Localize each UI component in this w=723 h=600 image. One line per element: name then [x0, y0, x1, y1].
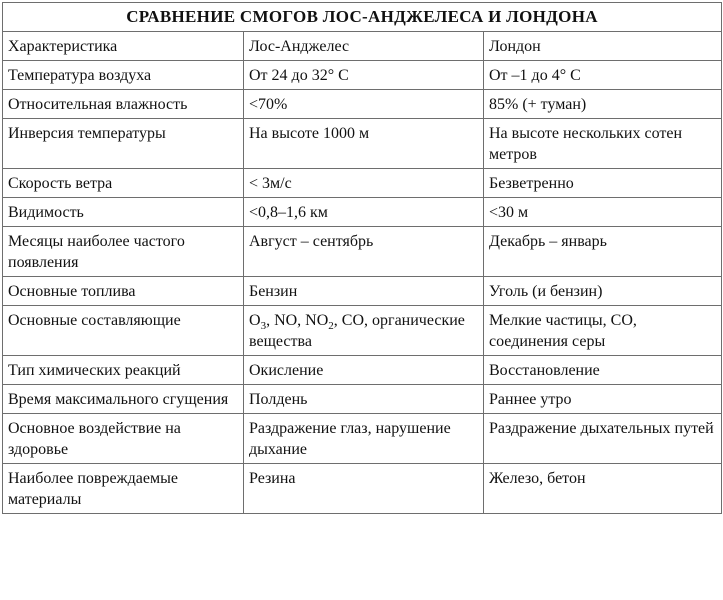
row-london: На высоте нескольких сотен метров [484, 119, 722, 169]
row-los-angeles: Август – сентябрь [244, 227, 484, 277]
row-los-angeles: < 3м/с [244, 169, 484, 198]
row-los-angeles: <70% [244, 90, 484, 119]
row-label: Основное воздействие на здоровье [3, 414, 244, 464]
row-london: Мелкие частицы, CO, соединения серы [484, 306, 722, 356]
table-row [3, 169, 722, 198]
row-label: Скорость ветра [3, 169, 244, 198]
row-los-angeles: Раздражение глаз, нарушение дыхание [244, 414, 484, 464]
row-label: Наиболее повреждаемые материалы [3, 464, 244, 514]
table-row [3, 227, 722, 277]
table-row [3, 385, 722, 414]
row-london: Раннее утро [484, 385, 722, 414]
smog-comparison-table [2, 2, 722, 514]
row-london: Раздражение дыхательных путей [484, 414, 722, 464]
row-london: От –1 до 4° С [484, 61, 722, 90]
row-label: Месяцы наиболее частого появления [3, 227, 244, 277]
row-label: Основные составляющие [3, 306, 244, 356]
row-los-angeles: Бензин [244, 277, 484, 306]
table-row [3, 356, 722, 385]
row-label: Относительная влажность [3, 90, 244, 119]
table-row [3, 464, 722, 514]
table-row [3, 306, 722, 356]
row-label: Инверсия температуры [3, 119, 244, 169]
table-row [3, 61, 722, 90]
table-row [3, 277, 722, 306]
header-characteristic: Характеристика [3, 32, 244, 61]
row-london: Декабрь – январь [484, 227, 722, 277]
row-london: <30 м [484, 198, 722, 227]
header-row [3, 32, 722, 61]
header-london: Лондон [484, 32, 722, 61]
row-label: Тип химических реакций [3, 356, 244, 385]
header-los-angeles: Лос-Анджелес [244, 32, 484, 61]
table-row [3, 90, 722, 119]
table-body [3, 32, 722, 514]
row-los-angeles: Резина [244, 464, 484, 514]
title-row [3, 3, 722, 32]
table-row [3, 414, 722, 464]
row-london: Железо, бетон [484, 464, 722, 514]
row-los-angeles: Окисление [244, 356, 484, 385]
row-los-angeles: На высоте 1000 м [244, 119, 484, 169]
row-london: 85% (+ туман) [484, 90, 722, 119]
table-row [3, 119, 722, 169]
row-label: Температура воздуха [3, 61, 244, 90]
row-london: Восстановление [484, 356, 722, 385]
row-los-angeles: От 24 до 32° С [244, 61, 484, 90]
row-label: Видимость [3, 198, 244, 227]
table-title: СРАВНЕНИЕ СМОГОВ ЛОС-АНДЖЕЛЕСА И ЛОНДОНА [3, 3, 722, 32]
row-label: Время максимального сгущения [3, 385, 244, 414]
table-row [3, 198, 722, 227]
row-london: Безветренно [484, 169, 722, 198]
row-los-angeles: $O_3$, NO, $NO_2$, CO, органические вещества [244, 306, 484, 356]
row-los-angeles: Полдень [244, 385, 484, 414]
row-london: Уголь (и бензин) [484, 277, 722, 306]
row-los-angeles: <0,8–1,6 км [244, 198, 484, 227]
row-label: Основные топлива [3, 277, 244, 306]
